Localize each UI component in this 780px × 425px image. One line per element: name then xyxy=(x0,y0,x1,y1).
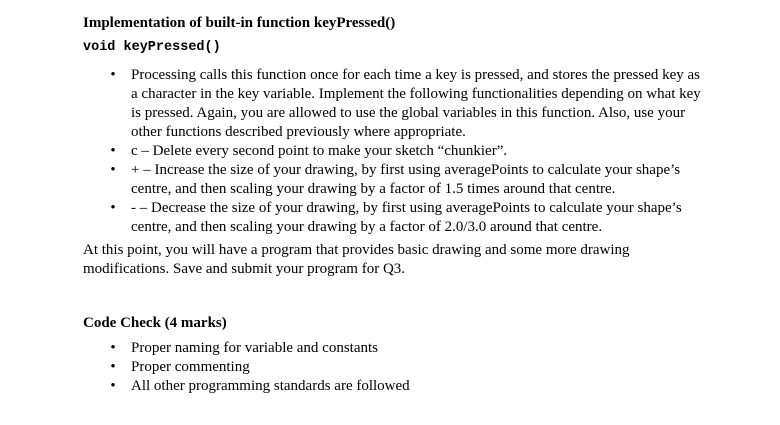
list-item-text: Processing calls this function once for each time a key is pressed, and stores the pressed key as a character in the key variable. Implement the following functionalities depending on what key is pressed. Again, you are allowed to use the global variables in this function. Also, use your other functions described previously where appropriate. xyxy=(131,67,701,140)
bullet-icon: • xyxy=(110,359,116,375)
bullet-icon: • xyxy=(110,143,116,159)
bullet-icon: • xyxy=(110,340,116,356)
list-item xyxy=(107,161,707,199)
list-item-text: c – Delete every second point to make your sketch “chunkier”. xyxy=(131,143,508,159)
section-heading: Implementation of built-in function keyPressed() xyxy=(83,15,396,31)
list-item xyxy=(107,66,707,142)
list-item xyxy=(107,358,707,377)
list-item xyxy=(107,199,707,237)
code-check-heading: Code Check (4 marks) xyxy=(83,315,227,331)
bullet-icon: • xyxy=(110,67,116,83)
bullet-icon: • xyxy=(110,200,116,216)
bullet-icon: • xyxy=(110,162,116,178)
function-signature: void keyPressed() xyxy=(83,40,221,55)
summary-paragraph: At this point, you will have a program that provides basic drawing and some more drawing modifications. Save and submit your program for Q3. xyxy=(83,242,630,277)
list-item-text: + – Increase the size of your drawing, by first using averagePoints to calculate your shape’s centre, and then scaling your drawing by a factor of 1.5 times around that centre. xyxy=(131,162,681,197)
list-item-text: Proper naming for variable and constants xyxy=(131,340,379,356)
requirements-list xyxy=(107,66,707,237)
code-check-list xyxy=(107,339,707,396)
list-item-text: Proper commenting xyxy=(131,359,250,375)
list-item-text: All other programming standards are followed xyxy=(131,378,410,394)
list-item xyxy=(107,339,707,358)
list-item xyxy=(107,377,707,396)
list-item-text: - – Decrease the size of your drawing, by first using averagePoints to calculate your shape’s centre, and then scaling your drawing by a factor of 2.0/3.0 around that centre. xyxy=(131,200,682,235)
list-item xyxy=(107,142,707,161)
bullet-icon: • xyxy=(110,378,116,394)
